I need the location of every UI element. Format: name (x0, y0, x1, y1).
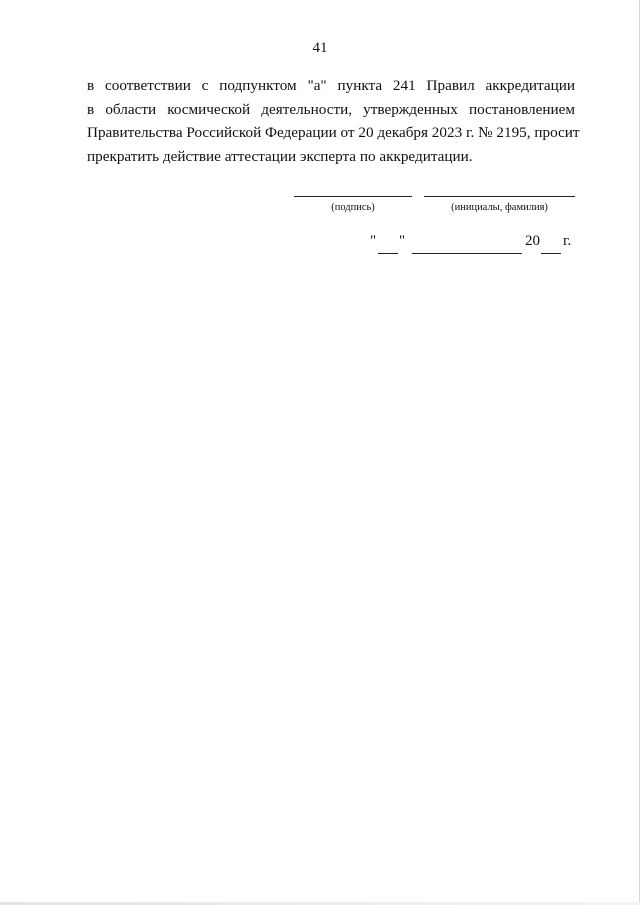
year-suffix: г. (563, 233, 572, 249)
date-close-quote: " (399, 233, 406, 249)
paragraph-line: в области космической деятельности, утвержденных постановлением (87, 100, 575, 118)
name-line (424, 196, 575, 197)
month-line (412, 253, 522, 254)
page-number: 41 (312, 40, 328, 56)
paragraph-line: в соответствии с подпунктом "а" пункта 241 Правил аккредитации (87, 77, 575, 94)
paragraph-line: прекратить действие аттестации эксперта по аккредитации. (87, 147, 473, 165)
year-line (541, 253, 561, 254)
year-century: 20 (525, 233, 540, 249)
date-open-quote: " (370, 233, 377, 249)
paragraph-line: Правительства Российской Федерации от 20 декабря 2023 г. № 2195, просит (87, 124, 580, 141)
signature-caption: (подпись) (331, 202, 375, 213)
paragraph (87, 74, 580, 168)
day-line (378, 253, 398, 254)
name-caption: (инициалы, фамилия) (451, 202, 548, 213)
signature-line (294, 196, 412, 197)
